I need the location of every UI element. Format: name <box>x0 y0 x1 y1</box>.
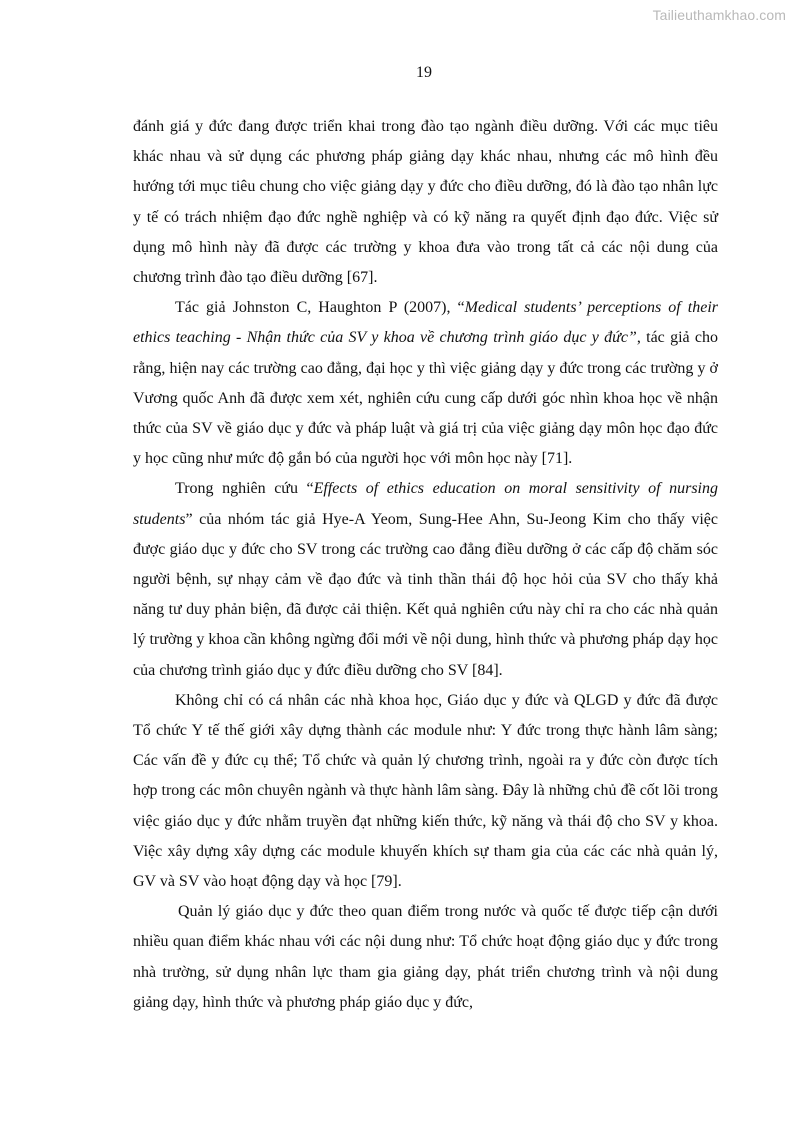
paragraph-2-lead: Tác giả Johnston C, Haughton P (2007), “ <box>175 299 465 317</box>
paragraph-5: Quản lý giáo dục y đức theo quan điểm trong nước và quốc tế được tiếp cận dưới nhiều quan điểm khác nhau với các nội dung như: Tổ chức hoạt động giáo dục y đức trong nhà trường, sử dụng nhân lực tham gia giảng dạy, phát triển chương trình và nội dung giảng dạy, hình thức và phương pháp giáo dục y đức, <box>133 903 718 1011</box>
paragraph-3-title: Effects of ethics education on moral sensitivity of nursing students <box>133 480 718 528</box>
paragraph-2 <box>133 293 718 474</box>
page-number: 19 <box>416 64 432 81</box>
paragraph-3-rest: ” của nhóm tác giả Hye-A Yeom, Sung-Hee Ahn, Su-Jeong Kim cho thấy việc được giáo dục y đức cho SV trong các trường cao đẳng điều dưỡng ở các cấp độ chăm sóc người bệnh, sự nhạy cảm về đạo đức và tinh thần thái độ học hỏi của SV cho thấy khả năng tư duy phản biện, đã được cải thiện. Kết quả nghiên cứu này chỉ ra cho các nhà quản lý trường y khoa cần không ngừng đổi mới về nội dung, hình thức và phương pháp dạy học của chương trình giáo dục y đức điều dưỡng cho SV [84]. <box>133 510 718 679</box>
watermark: Tailieuthamkhao.com <box>652 7 786 23</box>
paragraph-2-title: Medical students’ perceptions of their ethics teaching - Nhận thức của SV y khoa về chương trình giáo dục y đức” <box>133 299 718 347</box>
paragraph-1: đánh giá y đức đang được triển khai trong đào tạo ngành điều dưỡng. Với các mục tiêu khác nhau và sử dụng các phương pháp giảng dạy khác nhau, nhưng các mô hình đều hướng tới mục tiêu chung cho việc giảng dạy y đức cho điều dưỡng, đó là đào tạo nhân lực y tế có trách nhiệm đạo đức nghề nghiệp và có kỹ năng ra quyết định đạo đức. Việc sử dụng mô hình này đã được các trường y khoa đưa vào trong tất cả các nội dung của chương trình đào tạo điều dưỡng [67]. <box>133 118 718 287</box>
paragraph-2-rest: , tác giả cho rằng, hiện nay các trường cao đẳng, đại học y thì việc giảng dạy y đức trong các trường y ở Vương quốc Anh đã được xem xét, nghiên cứu cung cấp dưới góc nhìn khoa học về nhận thức của SV về giáo dục y đức và pháp luật và giá trị của việc giảng dạy môn học đạo đức y học cũng như mức độ gắn bó của người học với môn học này [71]. <box>133 329 719 468</box>
paragraph-4: Không chỉ có cá nhân các nhà khoa học, Giáo dục y đức và QLGD y đức đã được Tổ chức Y tế thế giới xây dựng thành các module như: Y đức trong thực hành lâm sàng; Các vấn đề y đức cụ thể; Tổ chức và quản lý chương trình, ngoài ra y đức còn được tích hợp trong các môn chuyên ngành và thực hành lâm sàng. Đây là những chủ đề cốt lõi trong việc giáo dục y đức nhằm truyền đạt những kiến thức, kỹ năng và thái độ cho SV y khoa. Việc xây dựng xây dựng các module khuyến khích sự tham gia của các các nhà quản lý, GV và SV vào hoạt động dạy và học [79]. <box>133 691 718 891</box>
document-body <box>133 112 718 1018</box>
paragraph-3 <box>133 474 718 685</box>
paragraph-3-lead: Trong nghiên cứu “ <box>175 480 314 498</box>
